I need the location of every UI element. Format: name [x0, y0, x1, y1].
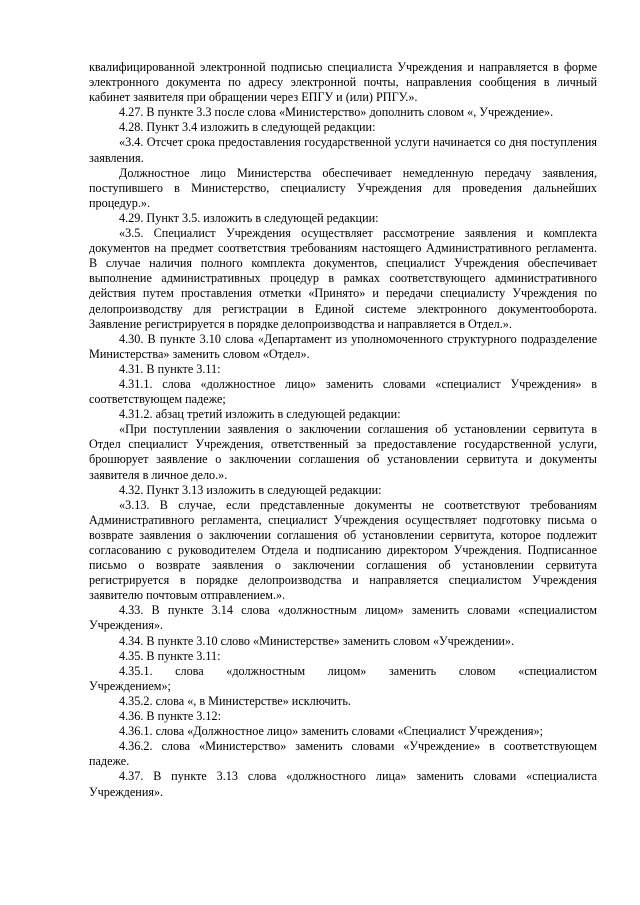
paragraph: «3.5. Специалист Учреждения осуществляет рассмотрение заявления и комплекта документов на предмет соответствия требованиям настоящего Административного регламента. В случае наличия полного комплекта документов, специалист Учреждения обеспечивает выполнение административных процедур в рамках соответствующего административного действия путем проставления отметки «Принято» и передачи специалисту Учреждения по делопроизводству для регистрации в Единой системе электронного документооборота. Заявление регистрируется в порядке делопроизводства и направляется в Отдел.».	[89, 226, 597, 331]
paragraph: Учреждением»;	[89, 678, 171, 693]
document-page	[89, 60, 597, 800]
word: словом	[458, 663, 496, 678]
paragraph: 4.34. В пункте 3.10 слово «Министерстве» заменить словом «Учреждении».	[119, 633, 515, 648]
word: «должностным	[226, 663, 306, 678]
word: «специалистом	[518, 663, 597, 678]
paragraph: 4.31. В пункте 3.11:	[119, 361, 221, 376]
paragraph: 4.35.2. слова «, в Министерстве» исключить.	[119, 693, 351, 708]
paragraph: 4.37. В пункте 3.13 слова «должностного лица» заменить словами «специалиста Учреждения».	[89, 769, 597, 799]
paragraph: Должностное лицо Министерства обеспечивает немедленную передачу заявления, поступившего в Министерство, специалисту Учреждения для проведения дальнейших процедур.».	[89, 165, 597, 210]
paragraph: 4.36.2. слова «Министерство» заменить словами «Учреждение» в соответствующем падеже.	[89, 739, 597, 769]
paragraph: 4.27. В пункте 3.3 после слова «Министерство» дополнить словом «, Учреждение».	[119, 105, 554, 120]
paragraph: 4.28. Пункт 3.4 изложить в следующей редакции:	[119, 120, 376, 135]
paragraph: 4.32. Пункт 3.13 изложить в следующей редакции:	[119, 482, 382, 497]
paragraph: квалифицированной электронной подписью специалиста Учреждения и направляется в форме электронного документа по адресу электронной почты, направления сообщения в личный кабинет заявителя при обращении через ЕПГУ и (или) РПГУ.».	[89, 60, 597, 105]
paragraph: 4.36.1. слова «Должностное лицо» заменить словами «Специалист Учреждения»;	[119, 724, 543, 739]
paragraph: 4.35. В пункте 3.11:	[119, 648, 221, 663]
word: 4.35.1.	[119, 663, 153, 678]
paragraph: «При поступлении заявления о заключении соглашения об установлении сервитута в Отдел специалист Учреждения, ответственный за предоставление государственной услуги, брошюрует заявление о заключении соглашения об установлении сервитута и документы заявителя в личное дело.».	[89, 422, 597, 482]
paragraph: 4.31.2. абзац третий изложить в следующей редакции:	[119, 407, 401, 422]
word: лицом»	[327, 663, 367, 678]
paragraph: 4.29. Пункт 3.5. изложить в следующей редакции:	[119, 210, 379, 225]
paragraph: 4.36. В пункте 3.12:	[119, 709, 221, 724]
word: заменить	[388, 663, 437, 678]
paragraph: «3.4. Отсчет срока предоставления государственной услуги начинается со дня поступления заявления.	[89, 135, 597, 165]
word: слова	[175, 663, 204, 678]
paragraph: 4.33. В пункте 3.14 слова «должностным лицом» заменить словами «специалистом Учреждения».	[89, 603, 597, 633]
paragraph: 4.30. В пункте 3.10 слова «Департамент из уполномоченного структурного подразделение Министерства» заменить словом «Отдел».	[89, 331, 597, 361]
paragraph: 4.31.1. слова «должностное лицо» заменить словами «специалист Учреждения» в соответствующем падеже;	[89, 376, 597, 407]
justified-line	[89, 664, 597, 679]
paragraph: «3.13. В случае, если представленные документы не соответствуют требованиям Административного регламента, специалист Учреждения осуществляет подготовку письма о возврате заявления о заключении соглашения об установлении сервитута, которое подлежит согласованию с руководителем Отдела и подписанию директором Учреждения. Подписанное письмо о возврате заявления о заключении соглашения об установлении сервитута регистрируется в порядке делопроизводства и направляется специалистом Учреждения заявителю почтовым отправлением.».	[89, 497, 597, 603]
